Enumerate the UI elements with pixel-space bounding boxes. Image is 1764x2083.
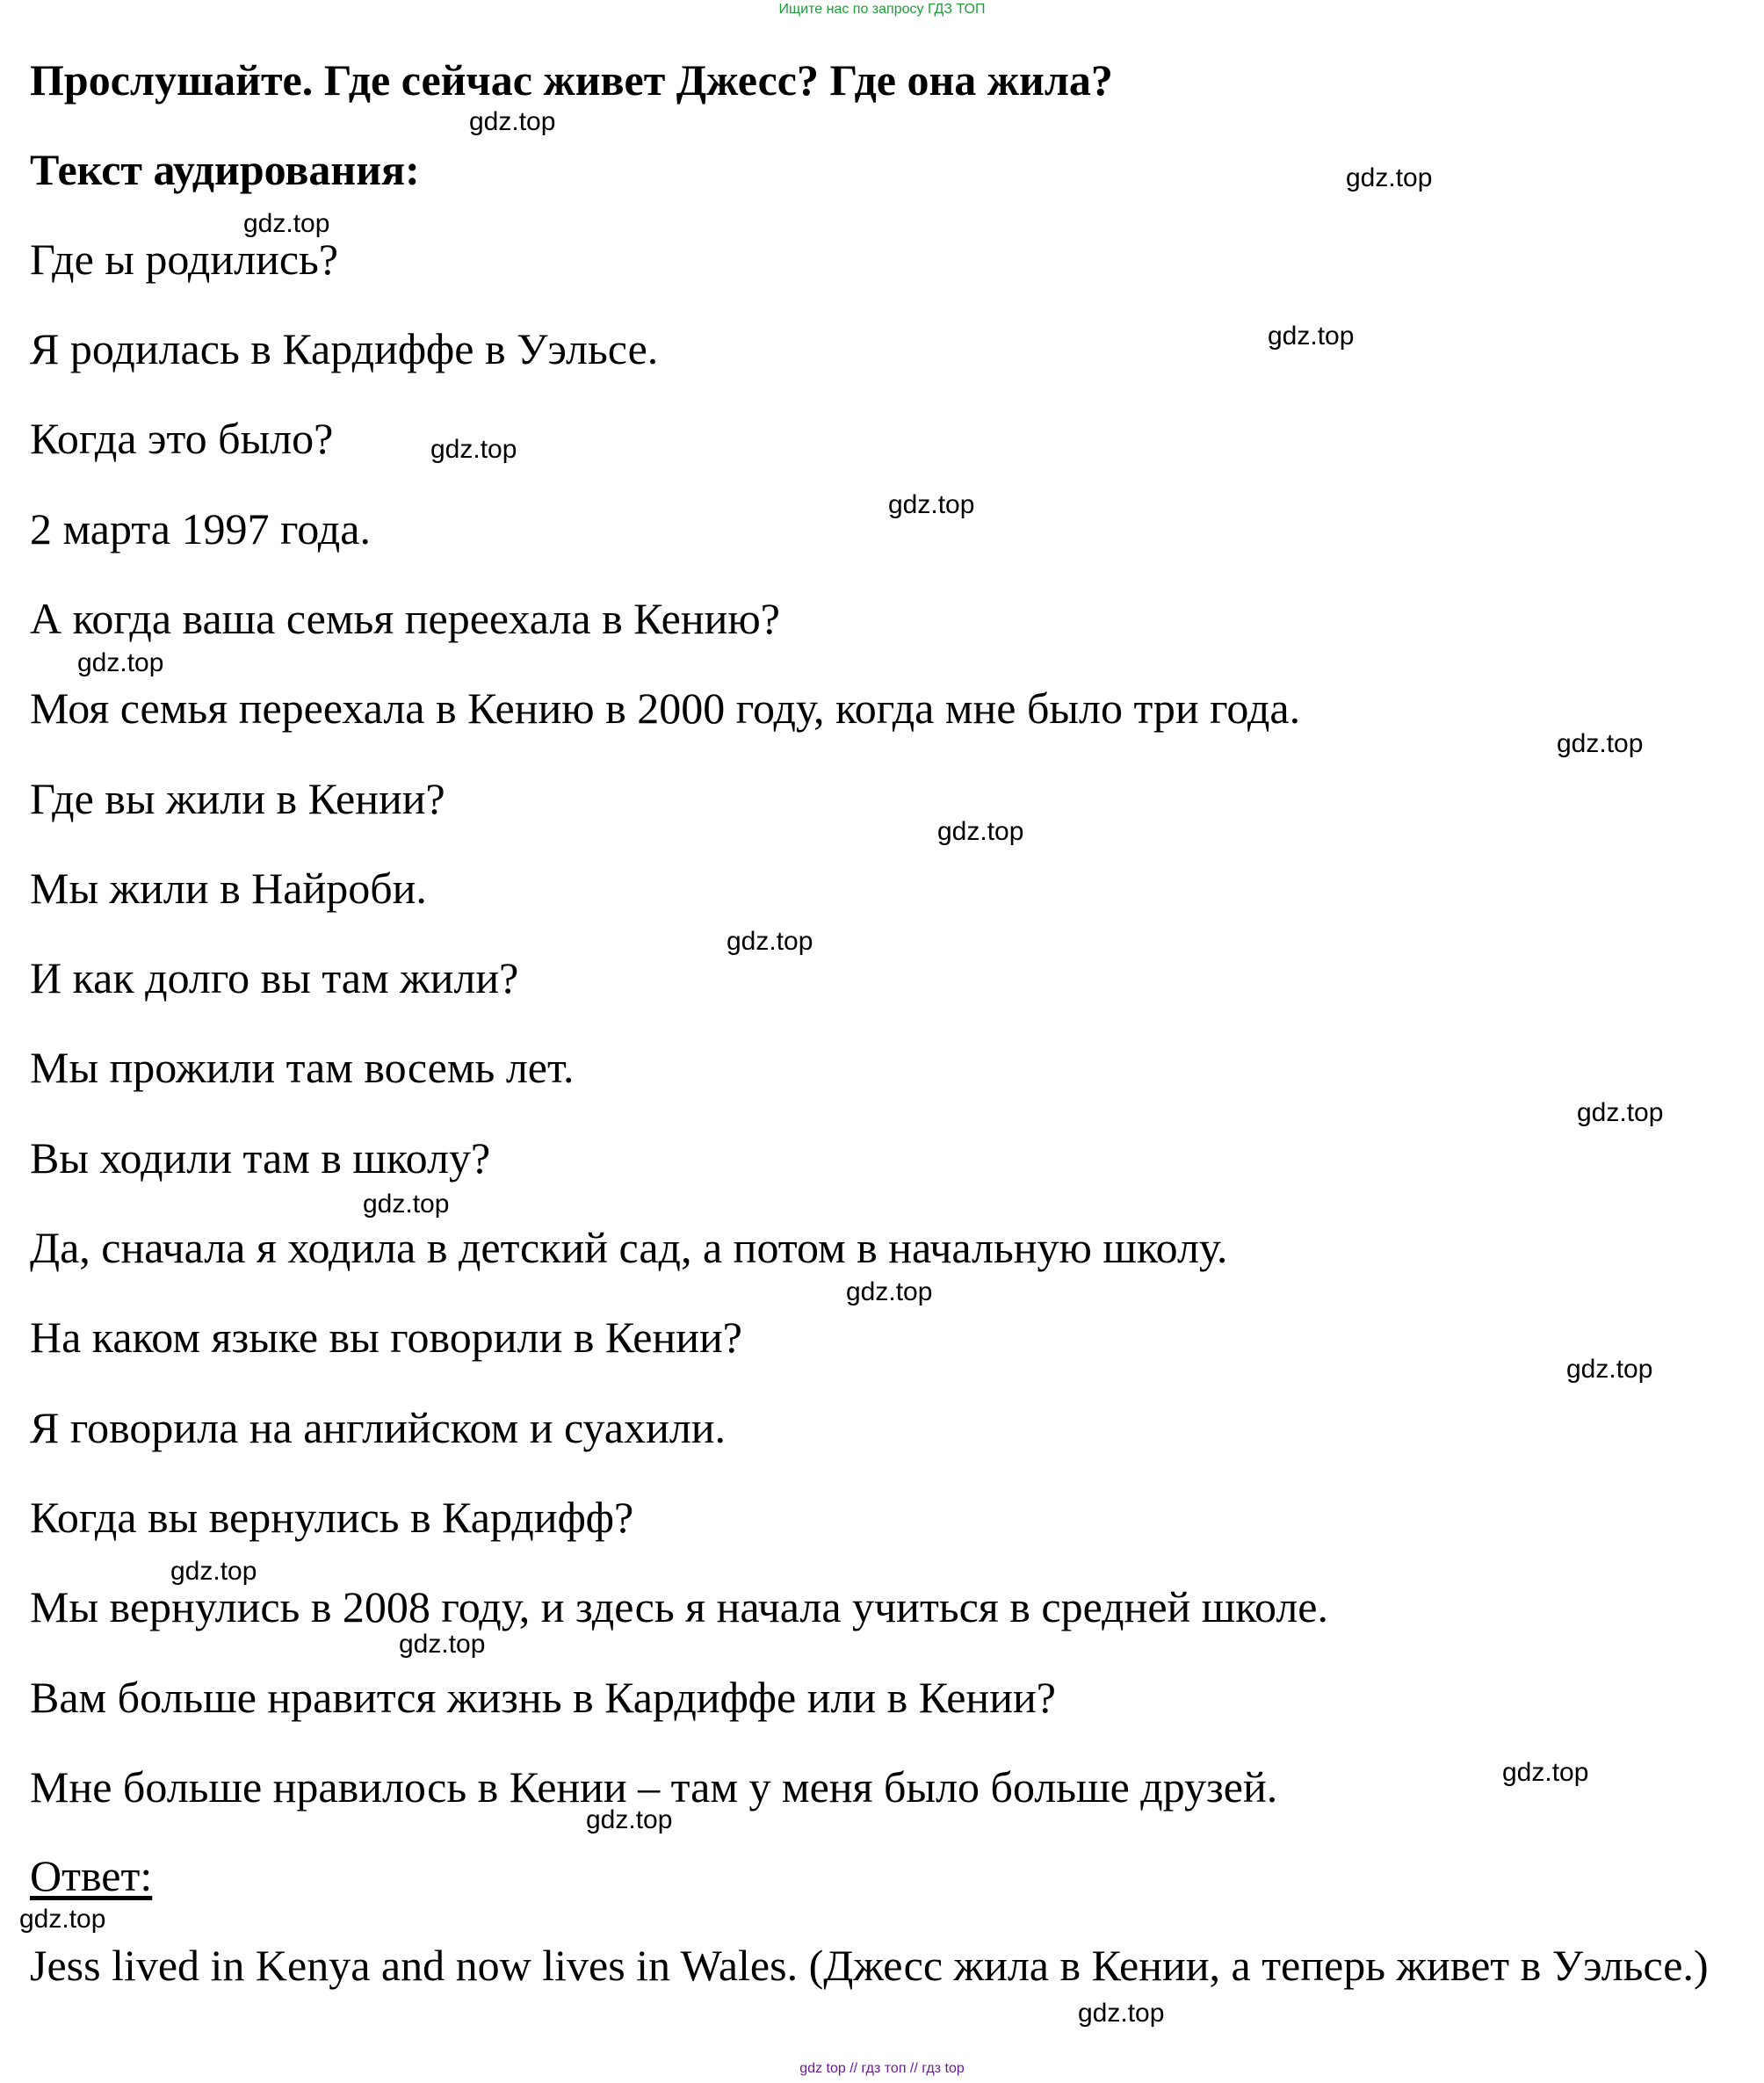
- watermark: gdz.top: [170, 1557, 257, 1586]
- watermark: gdz.top: [469, 107, 556, 136]
- top-banner: Ищите нас по запросу ГДЗ ТОП: [778, 2, 986, 17]
- watermark: gdz.top: [846, 1277, 933, 1306]
- dialogue-line: Где ы родились?: [30, 235, 339, 284]
- dialogue-line: Мы прожили там восемь лет.: [30, 1043, 575, 1092]
- watermark: gdz.top: [888, 490, 975, 519]
- answer-label: Ответ:: [30, 1851, 153, 1900]
- dialogue-line: Когда это было?: [30, 414, 334, 463]
- page-title: Прослушайте. Где сейчас живет Джесс? Где она жила?: [30, 55, 1113, 105]
- dialogue-line: Мы вернулись в 2008 году, и здесь я начала учиться в средней школе.: [30, 1582, 1329, 1631]
- dialogue-line: Когда вы вернулись в Кардифф?: [30, 1493, 634, 1542]
- watermark: gdz.top: [1268, 322, 1355, 351]
- dialogue-line: Вы ходили там в школу?: [30, 1133, 491, 1183]
- dialogue-line: А когда ваша семья переехала в Кению?: [30, 594, 780, 643]
- watermark: gdz.top: [1078, 1999, 1165, 2028]
- watermark: gdz.top: [77, 648, 164, 677]
- watermark: gdz.top: [1557, 729, 1644, 758]
- dialogue-line: На каком языке вы говорили в Кении?: [30, 1313, 742, 1362]
- watermark: gdz.top: [1577, 1098, 1664, 1127]
- dialogue-line: Где вы жили в Кении?: [30, 774, 445, 823]
- section-subtitle: Текст аудирования:: [30, 145, 420, 194]
- dialogue-line: Я говорила на английском и суахили.: [30, 1403, 727, 1452]
- dialogue-line: Вам больше нравится жизнь в Кардиффе или в Кении?: [30, 1673, 1056, 1722]
- dialogue-line: Да, сначала я ходила в детский сад, а потом в начальную школу.: [30, 1223, 1228, 1272]
- watermark: gdz.top: [19, 1905, 106, 1934]
- dialogue-line: 2 марта 1997 года.: [30, 504, 371, 553]
- dialogue-line: Моя семья переехала в Кению в 2000 году, когда мне было три года.: [30, 683, 1301, 733]
- watermark: gdz.top: [727, 927, 813, 956]
- watermark: gdz.top: [399, 1630, 486, 1659]
- watermark: gdz.top: [1566, 1355, 1653, 1384]
- watermark: gdz.top: [430, 435, 517, 464]
- dialogue-line: Мне больше нравилось в Кении – там у меня было больше друзей.: [30, 1762, 1278, 1812]
- watermark: gdz.top: [243, 209, 330, 238]
- dialogue-line: И как долго вы там жили?: [30, 953, 519, 1002]
- watermark: gdz.top: [1502, 1758, 1589, 1787]
- watermark: gdz.top: [586, 1805, 673, 1834]
- answer-text: Jess lived in Kenya and now lives in Wales. (Джесс жила в Кении, а теперь живет в Уэльсе.): [30, 1941, 1709, 1990]
- watermark: gdz.top: [937, 817, 1024, 846]
- watermark: gdz.top: [1346, 163, 1433, 192]
- dialogue-line: Я родилась в Кардиффе в Уэльсе.: [30, 324, 659, 373]
- footer: gdz top // гдз топ // гдз top: [799, 2061, 965, 2076]
- dialogue-line: Мы жили в Найроби.: [30, 864, 427, 913]
- watermark: gdz.top: [363, 1190, 450, 1219]
